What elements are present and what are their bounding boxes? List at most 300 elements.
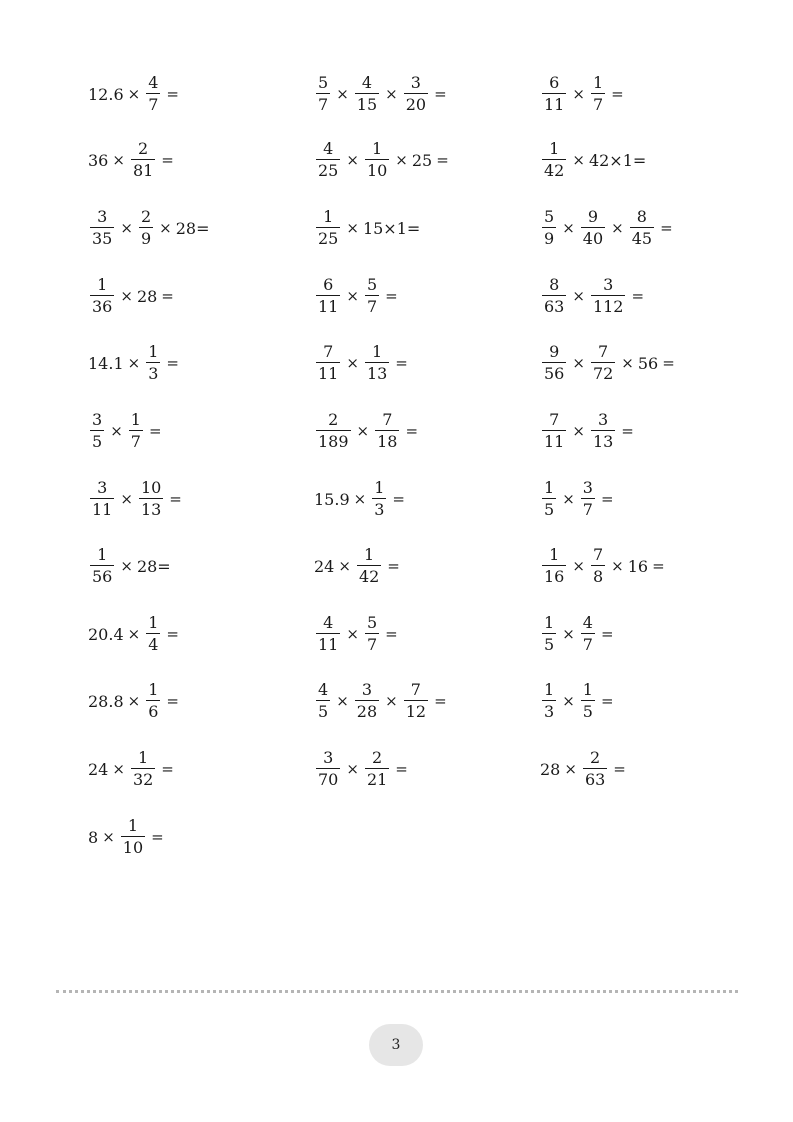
times-sign: × [127, 692, 141, 710]
numerator: 1 [148, 342, 159, 361]
numerator: 7 [323, 342, 334, 361]
math-problem [540, 130, 646, 190]
times-sign: × [110, 422, 123, 440]
fraction [542, 344, 566, 382]
fraction [583, 750, 607, 788]
fraction [129, 412, 143, 450]
times-sign: × [346, 354, 359, 372]
numerator: 1 [97, 545, 108, 564]
fraction [404, 75, 428, 113]
numerator: 4 [323, 139, 334, 158]
numerator: 3 [410, 73, 421, 92]
denominator: 13 [140, 500, 162, 519]
fraction [542, 209, 556, 247]
page-number-badge [369, 1024, 423, 1066]
times-sign: × [562, 219, 575, 237]
fraction [139, 480, 163, 518]
problem-row [0, 807, 793, 867]
equals-sign: = [660, 219, 673, 237]
times-sign: × [346, 287, 359, 305]
fraction [365, 615, 379, 653]
denominator: 7 [318, 95, 329, 114]
denominator: 7 [582, 635, 593, 654]
fraction [542, 480, 556, 518]
numerator: 4 [361, 73, 373, 92]
denominator: 42 [544, 161, 565, 180]
math-problem [540, 536, 669, 596]
fraction [630, 209, 654, 247]
times-sign: × [572, 151, 585, 169]
numerator: 3 [582, 478, 593, 497]
fraction [375, 412, 399, 450]
math-problem [88, 64, 183, 124]
times-sign: × [395, 151, 408, 169]
equals-sign: = [395, 354, 408, 372]
denominator: 21 [366, 770, 388, 789]
math-problem [540, 469, 618, 529]
fraction [365, 750, 389, 788]
math-problem [314, 536, 404, 596]
number-text: 28= [136, 556, 171, 576]
denominator: 7 [130, 432, 141, 451]
denominator: 56 [544, 364, 565, 383]
fraction [355, 75, 379, 113]
numerator: 3 [598, 410, 609, 429]
numerator: 1 [127, 816, 139, 835]
times-sign: × [572, 354, 585, 372]
fraction [581, 682, 595, 720]
numerator: 1 [582, 680, 593, 699]
times-sign: × [385, 692, 398, 710]
problem-row [0, 536, 793, 596]
numerator: 4 [582, 613, 593, 632]
equals-sign: = [613, 760, 626, 778]
times-sign: × [572, 422, 585, 440]
times-sign: × [385, 85, 398, 103]
denominator: 16 [544, 567, 565, 586]
times-sign: × [564, 760, 577, 778]
number-text: 56 [637, 353, 659, 373]
fraction [355, 682, 379, 720]
denominator: 7 [582, 500, 593, 519]
times-sign: × [346, 760, 359, 778]
denominator: 4 [148, 635, 159, 654]
math-problem [314, 130, 453, 190]
numerator: 1 [97, 275, 108, 294]
math-problem [540, 198, 677, 258]
numerator: 9 [587, 207, 599, 226]
fraction [581, 480, 595, 518]
numerator: 7 [598, 342, 609, 361]
numerator: 7 [382, 410, 393, 429]
denominator: 5 [582, 702, 593, 721]
denominator: 5 [544, 635, 555, 654]
equals-sign: = [161, 287, 174, 305]
denominator: 20 [405, 95, 427, 114]
fraction [121, 818, 145, 856]
numerator: 1 [549, 545, 560, 564]
fraction [365, 141, 389, 179]
number-text: 28= [175, 218, 210, 238]
times-sign: × [336, 692, 349, 710]
fraction [372, 480, 386, 518]
denominator: 7 [366, 635, 378, 654]
denominator: 11 [92, 500, 113, 519]
numerator: 1 [549, 139, 560, 158]
problem-row [0, 198, 793, 258]
numerator: 3 [323, 748, 334, 767]
numerator: 2 [372, 748, 383, 767]
equals-sign: = [436, 151, 449, 169]
fraction [542, 547, 566, 585]
equals-sign: = [166, 692, 179, 710]
times-sign: × [572, 557, 585, 575]
numerator: 9 [549, 342, 560, 361]
fraction [591, 75, 605, 113]
problem-row [0, 469, 793, 529]
equals-sign: = [166, 85, 179, 103]
equals-sign: = [166, 625, 179, 643]
fraction [316, 750, 340, 788]
fraction [90, 480, 114, 518]
problem-row [0, 671, 793, 731]
math-problem [540, 604, 618, 664]
fraction [591, 344, 615, 382]
denominator: 11 [318, 364, 339, 383]
numerator: 3 [361, 680, 373, 699]
denominator: 63 [544, 297, 565, 316]
denominator: 12 [405, 702, 427, 721]
equals-sign: = [151, 828, 164, 846]
math-problem [540, 401, 638, 461]
denominator: 189 [318, 432, 349, 451]
fraction [542, 141, 566, 179]
fraction [90, 277, 114, 315]
denominator: 13 [592, 432, 614, 451]
equals-sign: = [600, 490, 614, 508]
denominator: 13 [366, 364, 388, 383]
times-sign: × [338, 557, 351, 575]
times-sign: × [346, 219, 359, 237]
math-problem [88, 739, 178, 799]
fraction [316, 277, 340, 315]
fraction [581, 615, 595, 653]
denominator: 7 [592, 95, 604, 114]
times-sign: × [127, 625, 141, 643]
numerator: 5 [366, 613, 378, 632]
fraction [316, 75, 330, 113]
equals-sign: = [161, 151, 174, 169]
denominator: 6 [148, 702, 159, 721]
equals-sign: = [600, 692, 614, 710]
numerator: 2 [328, 410, 339, 429]
equals-sign: = [395, 760, 408, 778]
fraction [90, 209, 114, 247]
math-problem [314, 739, 412, 799]
math-problem [88, 266, 178, 326]
times-sign: × [572, 85, 585, 103]
math-problem [88, 536, 171, 596]
denominator: 28 [356, 702, 378, 721]
numerator: 1 [130, 410, 141, 429]
equals-sign: = [161, 760, 174, 778]
math-problem [540, 739, 630, 799]
times-sign: × [127, 85, 141, 103]
denominator: 9 [544, 229, 555, 248]
times-sign: × [127, 354, 141, 372]
denominator: 45 [631, 229, 653, 248]
math-problem [314, 333, 412, 393]
denominator: 5 [92, 432, 103, 451]
fraction [316, 141, 340, 179]
math-problem [88, 469, 186, 529]
times-sign: × [562, 692, 575, 710]
times-sign: × [572, 287, 585, 305]
times-sign: × [356, 422, 370, 440]
fraction [591, 412, 615, 450]
number-text: 24 [314, 556, 335, 576]
numerator: 7 [592, 545, 604, 564]
math-problem [88, 807, 168, 867]
numerator: 4 [323, 613, 334, 632]
problem-row [0, 604, 793, 664]
denominator: 72 [592, 364, 614, 383]
numerator: 4 [148, 73, 159, 92]
fraction [542, 75, 566, 113]
numerator: 3 [97, 478, 108, 497]
times-sign: × [159, 219, 172, 237]
times-sign: × [120, 287, 133, 305]
denominator: 5 [544, 500, 555, 519]
math-problem [540, 64, 628, 124]
numerator: 6 [323, 275, 334, 294]
number-text: 25 [411, 150, 433, 170]
problem-row [0, 739, 793, 799]
math-problem [314, 266, 402, 326]
numerator: 1 [544, 613, 555, 632]
fraction [316, 344, 340, 382]
fraction [404, 682, 428, 720]
math-problem [314, 469, 409, 529]
numerator: 6 [549, 73, 560, 92]
problem-row [0, 266, 793, 326]
number-text: 14.1 [88, 353, 124, 373]
denominator: 25 [318, 229, 339, 248]
fraction [146, 344, 160, 382]
denominator: 10 [366, 161, 388, 180]
denominator: 56 [92, 567, 113, 586]
denominator: 3 [374, 500, 385, 519]
fraction [316, 615, 340, 653]
math-problem [314, 671, 451, 731]
times-sign: × [120, 557, 133, 575]
denominator: 112 [592, 297, 624, 316]
times-sign: × [611, 219, 624, 237]
numerator: 1 [148, 680, 159, 699]
denominator: 7 [148, 95, 159, 114]
problem-row [0, 130, 793, 190]
denominator: 5 [318, 702, 329, 721]
number-text: 8 [88, 827, 99, 847]
numerator: 5 [366, 275, 378, 294]
numerator: 1 [372, 342, 383, 361]
denominator: 81 [132, 161, 154, 180]
numerator: 7 [549, 410, 560, 429]
equals-sign: = [385, 625, 398, 643]
times-sign: × [112, 760, 125, 778]
fraction [316, 682, 330, 720]
math-problem [88, 333, 183, 393]
fraction [131, 750, 155, 788]
equals-sign: = [148, 422, 162, 440]
denominator: 42 [358, 567, 380, 586]
fraction [591, 547, 605, 585]
math-problem [314, 604, 402, 664]
number-text: 20.4 [88, 624, 124, 644]
fraction [542, 412, 566, 450]
fraction [591, 277, 626, 315]
times-sign: × [336, 85, 349, 103]
fraction [146, 75, 160, 113]
math-problem [540, 671, 618, 731]
times-sign: × [353, 490, 367, 508]
numerator: 10 [140, 478, 162, 497]
number-text: 16 [627, 556, 649, 576]
equals-sign: = [434, 85, 447, 103]
dotted-divider [56, 990, 738, 993]
page-number: 3 [391, 1037, 401, 1053]
denominator: 3 [544, 702, 555, 721]
fraction [365, 277, 379, 315]
math-problem [540, 266, 648, 326]
number-text: 28.8 [88, 691, 124, 711]
problem-row [0, 333, 793, 393]
times-sign: × [120, 490, 133, 508]
denominator: 3 [148, 364, 159, 383]
fraction [90, 547, 114, 585]
times-sign: × [346, 151, 359, 169]
math-problem [88, 198, 209, 258]
numerator: 2 [138, 139, 149, 158]
equals-sign: = [631, 287, 645, 305]
number-text: 12.6 [88, 84, 124, 104]
equals-sign: = [652, 557, 665, 575]
denominator: 25 [318, 161, 339, 180]
fraction [316, 209, 340, 247]
math-problem [540, 333, 679, 393]
denominator: 18 [377, 432, 398, 451]
denominator: 11 [544, 432, 565, 451]
denominator: 32 [132, 770, 154, 789]
numerator: 1 [148, 613, 159, 632]
denominator: 10 [122, 838, 144, 857]
times-sign: × [112, 151, 125, 169]
numerator: 1 [138, 748, 149, 767]
numerator: 8 [636, 207, 647, 226]
times-sign: × [562, 625, 575, 643]
number-text: 36 [88, 150, 109, 170]
fraction [146, 615, 160, 653]
fraction [542, 277, 566, 315]
numerator: 3 [97, 207, 108, 226]
fraction [581, 209, 605, 247]
times-sign: × [621, 354, 634, 372]
problem-row [0, 401, 793, 461]
times-sign: × [120, 219, 133, 237]
math-problem [314, 198, 420, 258]
denominator: 63 [584, 770, 606, 789]
numerator: 7 [410, 680, 421, 699]
denominator: 8 [592, 567, 604, 586]
fraction [90, 412, 104, 450]
denominator: 7 [366, 297, 378, 316]
denominator: 15 [356, 95, 378, 114]
equals-sign: = [611, 85, 624, 103]
numerator: 2 [590, 748, 601, 767]
numerator: 1 [592, 73, 604, 92]
number-text: 15.9 [314, 489, 350, 509]
numerator: 1 [544, 680, 555, 699]
denominator: 70 [318, 770, 339, 789]
equals-sign: = [600, 625, 614, 643]
numerator: 1 [372, 139, 383, 158]
equals-sign: = [662, 354, 675, 372]
denominator: 40 [582, 229, 604, 248]
numerator: 5 [318, 73, 329, 92]
math-problem [88, 604, 183, 664]
fraction [316, 412, 351, 450]
equals-sign: = [387, 557, 400, 575]
denominator: 35 [92, 229, 113, 248]
denominator: 11 [318, 635, 339, 654]
equals-sign: = [169, 490, 182, 508]
numerator: 1 [374, 478, 385, 497]
fraction [365, 344, 389, 382]
numerator: 4 [318, 680, 329, 699]
number-text: 28 [136, 286, 158, 306]
math-problem [314, 401, 422, 461]
numerator: 5 [544, 207, 555, 226]
times-sign: × [346, 625, 359, 643]
fraction [146, 682, 160, 720]
denominator: 36 [92, 297, 113, 316]
equals-sign: = [385, 287, 398, 305]
numerator: 3 [603, 275, 614, 294]
equals-sign: = [621, 422, 634, 440]
math-problem [88, 130, 178, 190]
numerator: 1 [544, 478, 555, 497]
numerator: 1 [323, 207, 334, 226]
denominator: 11 [544, 95, 565, 114]
equals-sign: = [166, 354, 179, 372]
numerator: 3 [92, 410, 103, 429]
fraction [357, 547, 381, 585]
number-text: 24 [88, 759, 109, 779]
fraction [131, 141, 155, 179]
times-sign: × [102, 828, 115, 846]
math-problem [88, 401, 166, 461]
numerator: 2 [140, 207, 152, 226]
numerator: 1 [364, 545, 375, 564]
denominator: 11 [318, 297, 339, 316]
number-text: 42×1= [588, 150, 647, 170]
times-sign: × [611, 557, 624, 575]
numerator: 8 [549, 275, 560, 294]
equals-sign: = [434, 692, 447, 710]
denominator: 9 [140, 229, 152, 248]
fraction [139, 209, 153, 247]
times-sign: × [562, 490, 575, 508]
